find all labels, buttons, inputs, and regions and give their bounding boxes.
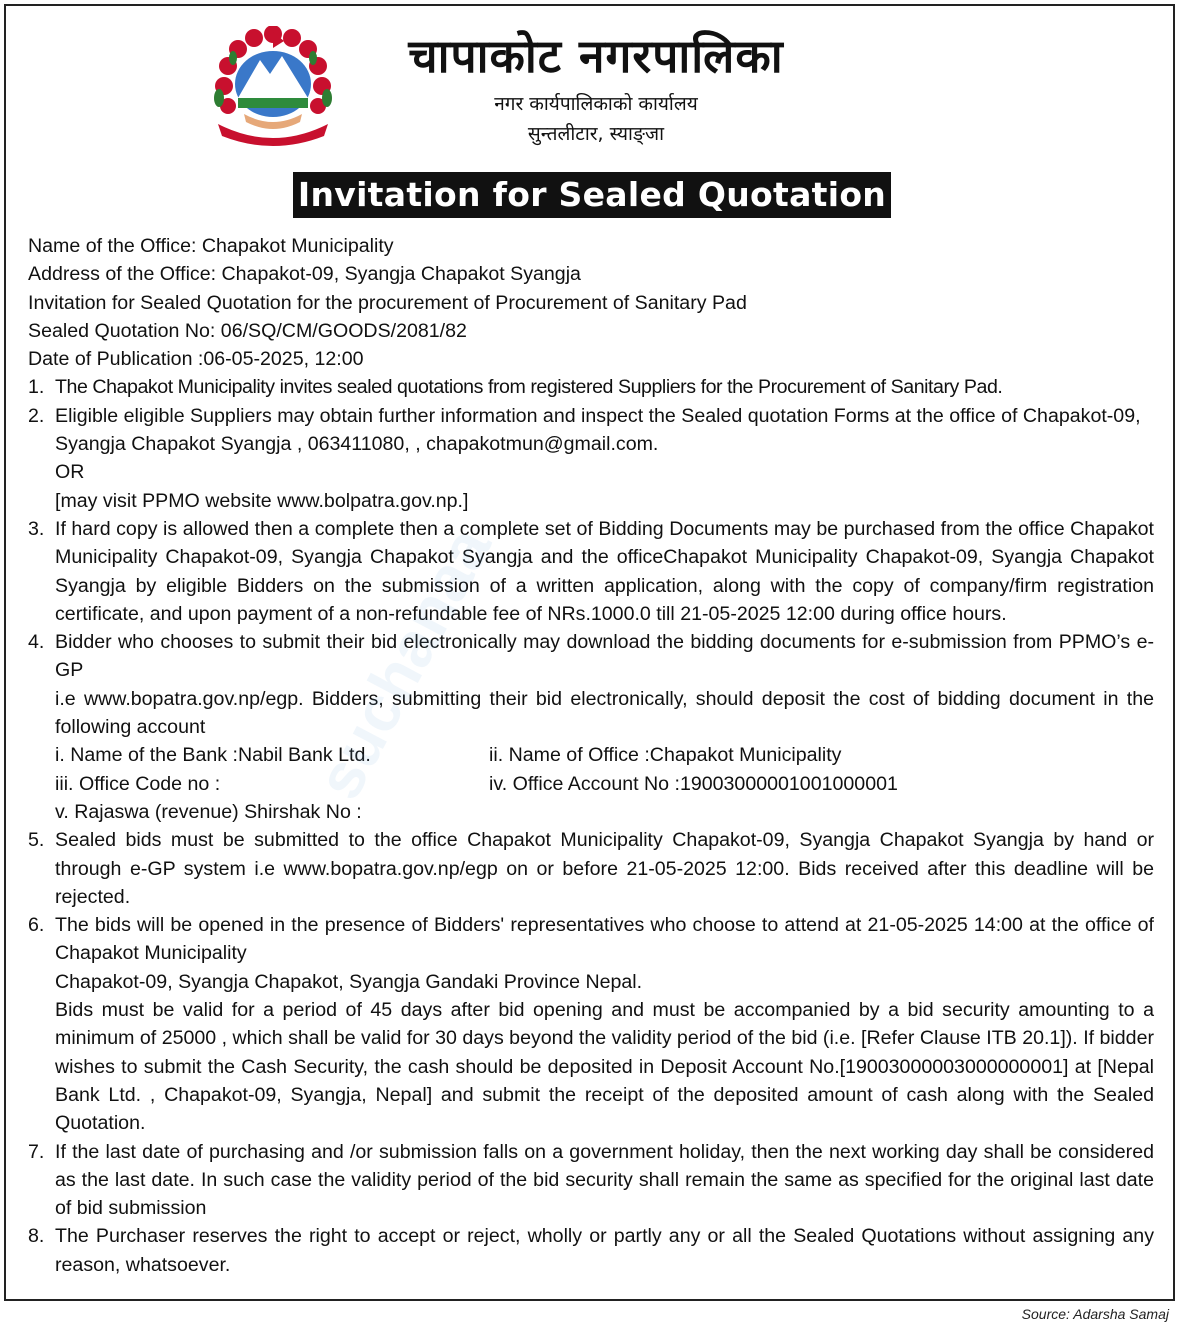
- clause-3: [28, 515, 1154, 628]
- watermark: suchanaa: [302, 515, 505, 811]
- clause-text: If the last date of purchasing and /or submission falls on a government holiday, then the next working day shall be considered as the last date. In such case the validity period of the bid security shall remain the same as specified for the original last date of bid submission: [55, 1140, 1154, 1220]
- clause-8: [28, 1222, 1154, 1279]
- clause-2: [28, 402, 1154, 515]
- invitation-line: Invitation for Sealed Quotation for the procurement of Procurement of Sanitary Pad: [28, 291, 747, 314]
- office-name-line: Name of the Office: Chapakot Municipality: [28, 235, 394, 257]
- notice-frame: [4, 4, 1175, 1301]
- clause-or: OR: [55, 461, 85, 484]
- notice-body: [28, 232, 1154, 1279]
- bank-name: i. Name of the Bank :Nabil Bank Ltd.: [55, 744, 371, 767]
- notice-meta: [28, 232, 1154, 373]
- clause-text: The bids will be opened in the presence of Bidders' representatives who choose to attend at 21-05-2025 14:00 at the office of Chapakot Municipality: [55, 914, 1154, 965]
- quotation-number-line: Sealed Quotation No: 06/SQ/CM/GOODS/2081/82: [28, 319, 467, 342]
- office-address-nepali: सुन्तलीटार, स्याङ्जा: [527, 123, 665, 145]
- clause-text-egp: i.e www.bopatra.gov.np/egp. Bidders, submitting their bid electronically, should deposit the cost of bidding document in the following account: [55, 687, 1154, 739]
- clause-text: If hard copy is allowed then a complete then a complete set of Bidding Documents may be purchased from the office Chapakot Municipality Chapakot-09, Syangja Chapakot Syangja and the officeChapakot Municipality Chapakot-09, Syangja Chapakot Syangja by eligible Bidders on the submission of a written application, along with the copy of company/firm registration certificate, and upon payment of a non-refundable fee of NRs.1000.0 till 21-05-2025 12:00 during office hours.: [55, 517, 1154, 625]
- clause-7: [28, 1138, 1154, 1223]
- office-code: iii. Office Code no :: [55, 772, 221, 795]
- clause-number: 8.: [28, 1225, 45, 1248]
- notice-title: Invitation for Sealed Quotation: [293, 172, 891, 218]
- clause-number: 5.: [28, 829, 45, 852]
- account-row-1: [55, 741, 1154, 769]
- clause-6: [28, 911, 1154, 1137]
- clause-number: 7.: [28, 1140, 45, 1163]
- clause-number: 2.: [28, 404, 45, 427]
- office-name-nepali: चापाकोट नगरपालिका: [408, 29, 784, 83]
- office-account-number: iv. Office Account No :19003000001001000001: [489, 772, 898, 795]
- bid-validity-text: Bids must be valid for a period of 45 days after bid opening and must be accompanied by a bid security amounting to a minimum of 25000 , which shall be valid for 30 days beyond the validity period of the bid (i.e. [Refer Clause ITB 20.1]). If bidder wishes to submit the Cash Security, the cash should be deposited in Deposit Account No.[19003000003000000001] at [Nepal Bank Ltd. , Chapakot-09, Syangja, Nepal] and submit the receipt of the deposited amount of cash along with the Sealed Quotation.: [55, 999, 1154, 1135]
- clause-number: 1.: [28, 376, 45, 399]
- letterhead: [6, 6, 1177, 166]
- clause-number: 6.: [28, 914, 45, 937]
- clause-number: 4.: [28, 631, 45, 654]
- clause-text: Eligible eligible Suppliers may obtain further information and inspect the Sealed quotation Forms at the office of Chapakot-09, Syangja Chapakot Syangja , 063411080, , chapakotmun@gmail.com.: [55, 404, 1141, 456]
- clause-5: [28, 826, 1154, 911]
- clause-number: 3.: [28, 517, 45, 540]
- clause-ppmo-website: [may visit PPMO website www.bolpatra.gov.np.]: [55, 489, 469, 512]
- clause-1: [28, 373, 1154, 401]
- clause-text: The Chapakot Municipality invites sealed quotations from registered Suppliers for the Procurement of Sanitary Pad.: [55, 376, 1003, 399]
- source-credit: Source: Adarsha Samaj: [1021, 1306, 1169, 1322]
- office-subtitle-nepali: नगर कार्यपालिकाको कार्यालय: [494, 93, 698, 115]
- rajaswa-shirshak: v. Rajaswa (revenue) Shirshak No :: [55, 800, 362, 823]
- clause-text: Sealed bids must be submitted to the office Chapakot Municipality Chapakot-09, Syangja Chapakot Syangja by hand or through e-GP system i.e www.bopatra.gov.np/egp on or before 21-05-2025 12:00. Bids received after this deadline will be rejected.: [55, 829, 1154, 908]
- clause-text: Bidder who chooses to submit their bid electronically may download the bidding documents for e-submission from PPMO’s e-GP: [55, 631, 1154, 682]
- publication-date-line: Date of Publication :06-05-2025, 12:00: [28, 348, 364, 371]
- office-address-line: Address of the Office: Chapakot-09, Syangja Chapakot Syangja: [28, 263, 581, 286]
- clause-text: The Purchaser reserves the right to accept or reject, wholly or partly any or all the Sealed Quotations without assigning any reason, whatsoever.: [55, 1225, 1154, 1276]
- clause-4: [28, 628, 1154, 826]
- account-office-name: ii. Name of Office :Chapakot Municipality: [489, 744, 842, 767]
- emblem-icon: [204, 26, 342, 148]
- opening-address: Chapakot-09, Syangja Chapakot, Syangja Gandaki Province Nepal.: [55, 970, 643, 993]
- account-row-2: [55, 770, 1154, 798]
